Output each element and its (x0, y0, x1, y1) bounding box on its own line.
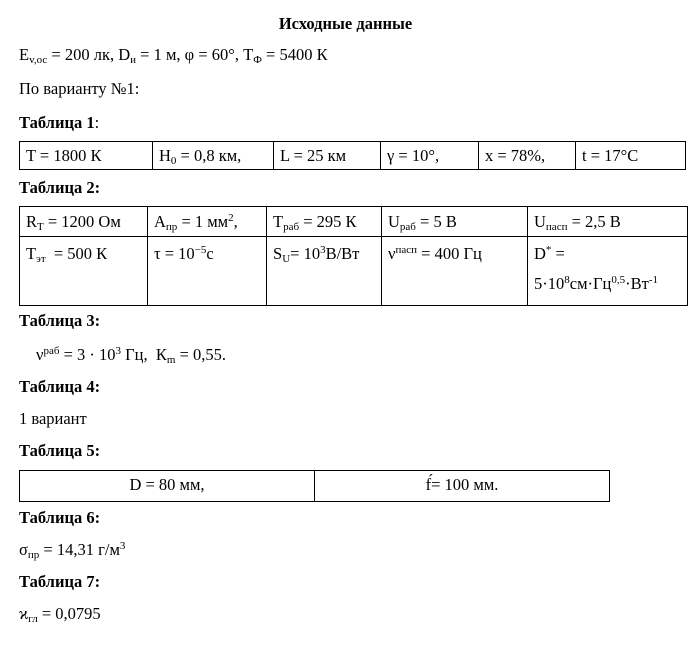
height-subscript: 0 (170, 155, 177, 167)
table1-cell-humidity: x = 78%, (479, 142, 576, 170)
table2-cell-ref-temp (20, 237, 148, 306)
detectivity-line2 (534, 269, 681, 299)
frequency-value: = 3 · 10 (59, 345, 116, 364)
variant-line: По варианту №1: (19, 79, 140, 98)
cell-symbol: U (534, 212, 546, 231)
diameter-subscript: и (130, 54, 137, 66)
frequency-superscript: раб (43, 345, 60, 357)
cell-subscript: раб (399, 221, 416, 233)
table5-heading: Таблица 5: (19, 441, 101, 460)
frequency-symbol: ν (36, 345, 44, 364)
table3-heading: Таблица 3: (19, 311, 101, 330)
table1-cell-air-temp: t = 17°C (576, 142, 686, 170)
illuminance-value: = 200 лк, (47, 45, 119, 64)
table-row (20, 471, 610, 502)
illuminance-symbol: E (19, 45, 30, 64)
table5-cell-diameter: D = 80 мм, (20, 471, 315, 502)
cell-subscript: T (37, 221, 44, 233)
km-value: = 0,55. (175, 345, 227, 364)
table2-cell-detectivity (528, 237, 688, 306)
density-superscript: 3 (119, 540, 126, 552)
diameter-symbol: D (118, 45, 131, 64)
coefficient-value: = 0,0795 (37, 604, 101, 623)
cell-superscript: 2 (228, 212, 234, 224)
table-row (20, 237, 688, 306)
cell-value: = 1200 Ом (43, 212, 121, 231)
temp-value: = 5400 К (261, 45, 328, 64)
cell-symbol: R (26, 212, 38, 231)
table6-content (19, 540, 125, 560)
table-row (20, 207, 688, 237)
cell-subscript: эт (36, 253, 46, 265)
cell-symbol: T (26, 244, 37, 263)
diameter-value: = 1 м, φ = 60°, (136, 45, 244, 64)
cell-value: τ = 10 (154, 244, 195, 263)
cell-subscript: пр (165, 221, 178, 233)
table2-cell-work-voltage (382, 207, 528, 237)
table-1 (19, 141, 686, 170)
coefficient-subscript: гл (28, 613, 38, 625)
cell-tail: с (206, 244, 214, 263)
cell-symbol: D (534, 244, 546, 263)
cell-value: = 2,5 В (567, 212, 621, 231)
table2-cell-frequency (382, 237, 528, 306)
table7-heading: Таблица 7: (19, 572, 101, 591)
cell-value: = 5 В (415, 212, 457, 231)
table-row (20, 142, 686, 170)
table2-cell-sensitivity (267, 237, 382, 306)
table4-heading: Таблица 4: (19, 377, 101, 396)
cell-superscript: * (545, 244, 552, 256)
table1-heading (19, 113, 99, 133)
coefficient-symbol: ϰ (19, 604, 29, 623)
cell-symbol: T (273, 212, 284, 231)
cell-symbol: ν (388, 244, 396, 263)
illuminance-subscript: v,ос (29, 54, 48, 66)
cell-value: = (551, 244, 565, 263)
density-symbol: σ (19, 540, 28, 559)
table1-heading-colon: : (94, 113, 100, 132)
cell-value: = 1 мм (177, 212, 229, 231)
table-2 (19, 206, 688, 306)
cell-symbol: U (388, 212, 400, 231)
table2-cell-area (148, 207, 267, 237)
table2-cell-time-const (148, 237, 267, 306)
table1-cell-distance: L = 25 км (274, 142, 381, 170)
table6-heading: Таблица 6: (19, 508, 101, 527)
cell-value: = 10 (290, 244, 321, 263)
table1-cell-temperature: T = 1800 К (20, 142, 153, 170)
table7-content (19, 604, 101, 624)
cell-value: = 295 К (299, 212, 357, 231)
cell-symbol: A (154, 212, 166, 231)
cell-tail: В/Вт (325, 244, 360, 263)
table2-cell-pass-voltage (528, 207, 688, 237)
frequency-tail: Гц, К (121, 345, 167, 364)
cell-superscript: 8 (564, 274, 570, 286)
cell-unit: ·Вт (625, 274, 649, 293)
table1-cell-height (153, 142, 274, 170)
cell-superscript: −5 (194, 244, 207, 256)
table1-cell-angle: γ = 10°, (381, 142, 479, 170)
temp-symbol: T (243, 45, 254, 64)
table4-content: 1 вариант (19, 409, 87, 428)
cell-subscript: пасп (545, 221, 568, 233)
cell-subscript: раб (283, 221, 300, 233)
document-title: Исходные данные (278, 14, 413, 33)
frequency-exponent: 3 (115, 345, 122, 357)
height-symbol: H (159, 146, 171, 165)
table1-heading-text: Таблица 1 (19, 113, 95, 132)
density-subscript: пр (27, 549, 40, 561)
cell-superscript: 3 (320, 244, 326, 256)
cell-subscript: U (282, 253, 291, 265)
table3-content (36, 345, 226, 365)
table5-cell-focal: f́= 100 мм. (315, 471, 610, 502)
density-value: = 14,31 г/м (39, 540, 120, 559)
cell-unit: см·Гц (569, 274, 612, 293)
cell-superscript: 0,5 (611, 274, 626, 286)
table-5 (19, 470, 610, 502)
table2-heading: Таблица 2: (19, 178, 101, 197)
table2-cell-resistance (20, 207, 148, 237)
temp-subscript: Ф (253, 54, 262, 66)
cell-tail: , (233, 212, 238, 231)
cell-value: 5·10 (534, 274, 565, 293)
input-params-line (19, 45, 328, 65)
cell-symbol: S (273, 244, 283, 263)
cell-value: = 500 К (45, 244, 108, 263)
cell-value: = 400 Гц (417, 244, 482, 263)
table2-cell-work-temp (267, 207, 382, 237)
cell-superscript: пасп (395, 244, 418, 256)
height-value: = 0,8 км, (176, 146, 242, 165)
detectivity-line1 (534, 239, 681, 269)
cell-superscript: -1 (648, 274, 659, 286)
km-subscript: m (166, 354, 176, 366)
